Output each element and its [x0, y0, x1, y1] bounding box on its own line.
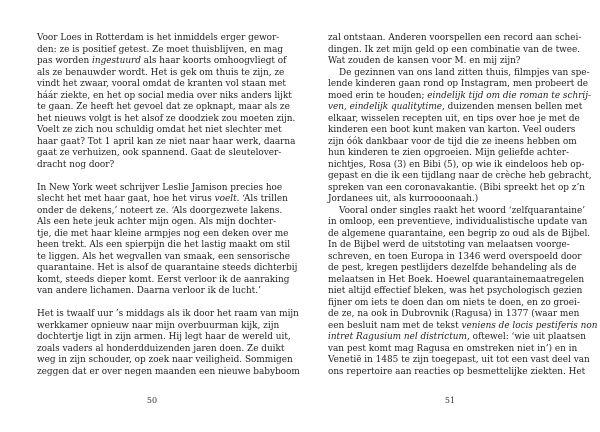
line-text: als haar koorts omhoogvliegt of [140, 56, 287, 66]
line-text: schreven, en toen Europa in 1346 werd overspoeld door [328, 251, 582, 262]
text-line [37, 56, 287, 68]
line-text: Venetië in 1485 te zijn toegepast, uit tot een vast deel van [328, 355, 590, 365]
text-line [37, 90, 292, 103]
text-line [328, 240, 570, 252]
line-text: . ‘Als trillen [236, 194, 288, 204]
text-line [37, 205, 283, 218]
line-text: gepast en die ik een tijdlang naar de crèche heb gebracht, [328, 171, 592, 181]
text-line [37, 320, 280, 333]
line-text: zijn óók dankbaar voor de tijd die ze ineens hebben om [328, 136, 577, 147]
text-line [328, 194, 564, 206]
text-line [328, 343, 578, 356]
italic-text: ingestuurd [92, 56, 141, 66]
line-text: komt, steeds dieper komt. Eerst verloor ik de aanraking [37, 274, 290, 285]
text-line [328, 171, 592, 183]
line-text: te liggen. Als het wegvallen van smaak, een sensorische [37, 251, 291, 262]
line-text: de pest, kregen pestlijders dezelfde behandeling als de [328, 263, 577, 273]
line-text: Jordanees uit, als kurroooonaah.) [328, 194, 479, 204]
text-line [37, 309, 299, 321]
line-text: dochtertje ligt in zijn armen. Hij legt haar de wereld uit, [37, 332, 291, 342]
line-text: Als een hete jeuk achter mijn ogen. Als mijn dochter- [37, 217, 277, 227]
line-text: kinderen een boot kunt maken van karton. Veel ouders [328, 125, 576, 135]
text-line [37, 366, 300, 379]
line-text: Voelt ze zich nou schuldig omdat het niet slechter met [37, 125, 282, 135]
line-text: In de Bijbel werd de uitstoting van melaatsen voorge- [328, 240, 570, 250]
text-line [328, 113, 580, 126]
line-text: weg in zijn schouder, op zoek naar veiligheid. Sommigen [37, 355, 293, 365]
line-text: háár ziekte, en het op social media over niks anders lijkt [37, 90, 292, 101]
right-page [300, 0, 600, 432]
text-line [328, 136, 577, 149]
line-text: de ze, na ook in Dubrovnik (Ragusa) in 1377 (waar men [328, 309, 580, 319]
line-text: elkaar, wisselen recepten uit, en tips over hoe je met de [328, 113, 580, 124]
left-page-text [37, 33, 300, 378]
line-text: slecht het met haar gaat, hoe het virus [37, 194, 215, 204]
text-line [37, 343, 285, 356]
text-line [37, 67, 285, 80]
line-text: niet altijd effectief bleken, was het psychologisch gezien [328, 286, 583, 296]
text-line [37, 355, 293, 367]
line-text: zoals vaders al honderdduizenden jaren doen. Ze duikt [37, 343, 285, 354]
text-line [37, 217, 277, 229]
text-line [37, 194, 288, 206]
line-text: van andere lichamen. Daarna verloor ik de lucht.’ [37, 286, 261, 296]
text-line [328, 228, 591, 241]
text-line [328, 67, 590, 80]
line-text: den: ze is positief getest. Ze moet thuisblijven, en mag [37, 44, 284, 55]
paragraph-gap [37, 171, 268, 183]
line-text: , oftewel: ‘wie uit plaatsen [466, 332, 587, 342]
text-line [37, 136, 296, 149]
line-text: van pest komt mag Ragusa en omstreken niet in’) en in [328, 343, 578, 354]
text-line [328, 125, 576, 137]
italic-text: voelt [214, 194, 237, 204]
line-text: moed erin te houden; [328, 90, 428, 101]
line-text: De gezinnen van ons land zitten thuis, filmpjes van spe- [339, 67, 590, 78]
text-line [328, 320, 598, 333]
line-text: hun kinderen te zien opgroeien. Mijn geliefde achter- [328, 148, 569, 158]
italic-text: intret Ragusium nel districtum [328, 332, 467, 342]
line-text: Voor Loes in Rotterdam is het inmiddels erger gewor- [37, 33, 280, 43]
text-line [328, 56, 564, 68]
text-line [328, 274, 585, 287]
text-line [328, 297, 580, 310]
text-line [328, 148, 569, 160]
text-line [37, 274, 290, 287]
line-text: in omloop, een preventieve, individualistische update van [328, 217, 588, 227]
page-number: 51 [444, 396, 456, 405]
line-text: Het is twaalf uur ’s middags als ik door het raam van mijn [37, 309, 299, 319]
line-text: vindt het zwaar, vooral omdat de kranten vol staan met [37, 79, 286, 89]
text-line [328, 159, 585, 172]
text-line [37, 182, 283, 195]
line-text: nichtjes, Rosa (3) en Bibi (5), op wie ik eindeloos heb op- [328, 159, 585, 170]
text-line [37, 332, 291, 344]
text-line [328, 332, 587, 344]
line-text: pas worden [37, 56, 93, 66]
right-page-text [328, 33, 598, 378]
line-text: gaat ze verhuizen, ook spannend. Gaat de sleutelover- [37, 148, 282, 158]
line-text: als ze benauwder wordt. Het is gek om thuis te zijn, ze [37, 67, 285, 78]
text-line [328, 90, 592, 103]
line-text: Vooral onder singles raakt het woord ‘zelfquarantaine’ [339, 205, 586, 216]
paragraph-gap [37, 298, 268, 310]
text-line [37, 160, 268, 172]
italic-text: eindelijk tijd om die roman te schrij- [427, 90, 592, 101]
page-number: 50 [146, 396, 158, 405]
text-line [37, 113, 296, 126]
line-text: ons repertoire aan reacties op besmettelijke ziekten. Het [328, 366, 586, 377]
line-text: spreken van een coronavakantie. (Bibi spreekt het op z’n [328, 182, 586, 193]
line-text: In New York weet schrijver Leslie Jamison precies hoe [37, 182, 283, 193]
text-line [328, 44, 581, 57]
text-line [37, 263, 298, 275]
italic-text: ven, eindelijk qualitytime [328, 102, 443, 112]
line-text: de algemene quarantaine, een begrip zo oud als de Bijbel. [328, 228, 591, 239]
line-text: zeggen dat er over negen maanden een nieuwe babyboom [37, 366, 300, 377]
text-line [37, 79, 286, 91]
italic-text: veniens de locis pestiferis non [461, 320, 598, 331]
text-line [328, 263, 577, 275]
line-text: lende kinderen gaan rond op Instagram, men probeert de [328, 79, 589, 89]
line-text: dracht nog door? [37, 159, 115, 170]
text-line [328, 309, 580, 321]
text-line [328, 182, 586, 195]
line-text: tje, die met haar kleine armpjes nog een deken over me [37, 228, 289, 239]
line-text: melaatsen in Het Boek. Hoewel quarantainemaatregelen [328, 274, 585, 285]
line-text: een besluit nam met de tekst [328, 320, 462, 331]
line-text: werkkamer opnieuw naar mijn overbuurman kijk, zijn [37, 320, 280, 331]
text-line [328, 286, 583, 298]
text-line [37, 251, 291, 264]
line-text: heen trekt. Als een spierpijn die het lastig maakt om stil [37, 240, 291, 250]
line-text: Wat zouden de kansen voor M. en mij zijn? [328, 56, 521, 66]
text-line [328, 251, 582, 264]
text-line [37, 148, 282, 160]
text-line [37, 102, 290, 114]
line-text: te gaan. Ze heeft het gevoel dat ze opknapt, maar als ze [37, 102, 290, 112]
text-line [328, 366, 586, 379]
text-line [328, 217, 588, 229]
line-text: dingen. Ik zet mijn geld op een combinatie van de twee. [328, 44, 581, 55]
text-line [328, 79, 589, 91]
text-line [328, 355, 590, 367]
text-line [37, 33, 280, 45]
text-line [328, 102, 583, 114]
line-text: fijner om iets te doen dan om niets te doen, en zo groei- [328, 297, 580, 308]
line-text: het nieuws volgt is het alsof ze doodziek zou moeten zijn. [37, 113, 296, 124]
line-text: haar gaat? Tot 1 april kan ze niet naar haar werk, daarna [37, 136, 296, 147]
text-line [37, 286, 268, 298]
text-line [328, 33, 582, 45]
text-line [37, 44, 284, 57]
line-text: onder de dekens,’ noteert ze. ‘Als doorgezwete lakens. [37, 205, 283, 216]
text-line [37, 125, 282, 137]
text-line [37, 240, 291, 252]
line-text: quarantaine. Het is alsof de quarantaine steeds dichterbij [37, 263, 298, 273]
text-line [37, 228, 289, 241]
text-line [328, 205, 586, 218]
line-text: , duizenden mensen bellen met [442, 102, 583, 112]
line-text: zal ontstaan. Anderen voorspellen een record aan schei- [328, 33, 582, 43]
